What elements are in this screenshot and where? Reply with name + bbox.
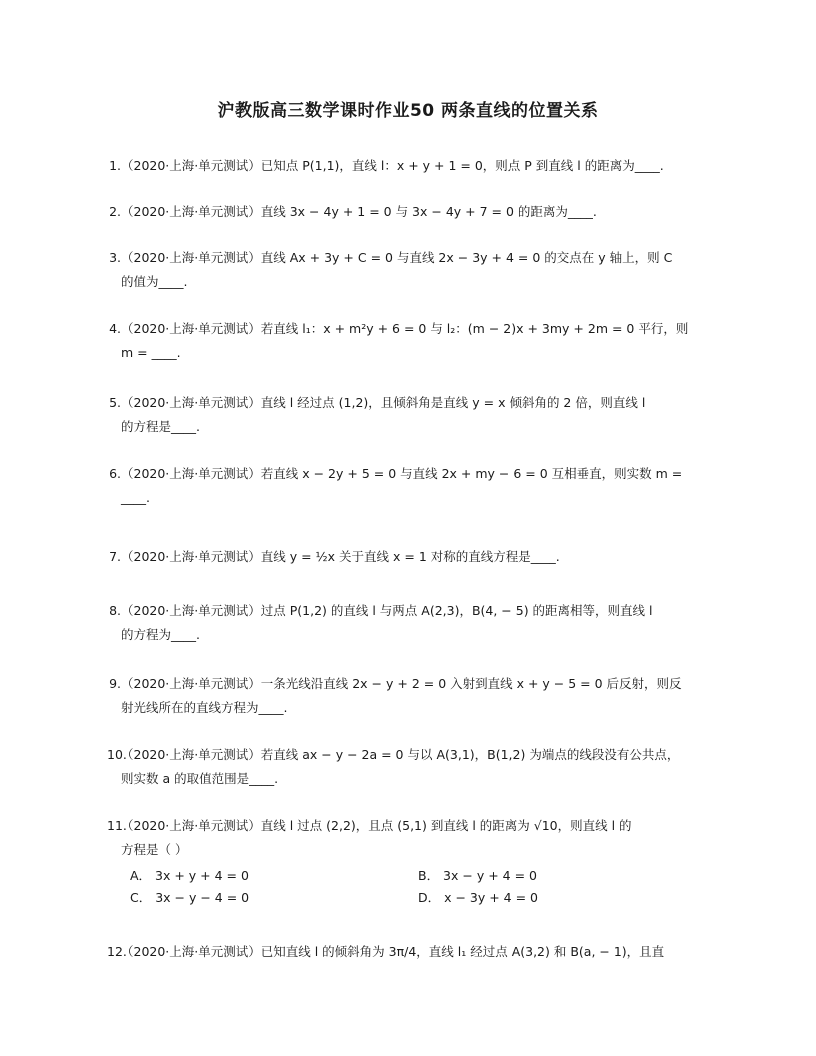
question-number: 9.: [109, 676, 121, 691]
question-2: [111, 200, 726, 224]
page-title: 沪教版高三数学课时作业50 两条直线的位置关系: [217, 101, 599, 121]
option-c: C． 3x − y − 4 = 0: [130, 890, 250, 905]
question-text: （2020·上海·单元测试）直线 y = ½x 关于直线 x = 1 对称的直线方程是____.: [121, 549, 560, 564]
question-number: 3.: [109, 250, 121, 265]
question-8: [111, 599, 726, 647]
option-b: B． 3x − y + 4 = 0: [418, 868, 537, 883]
question-1: [111, 154, 726, 178]
option-a: A． 3x + y + 4 = 0: [130, 868, 249, 883]
question-number: 4.: [109, 321, 121, 336]
question-text-continued: 的值为____.: [121, 274, 188, 289]
question-text: （2020·上海·单元测试）直线 3x − 4y + 1 = 0 与 3x − 4y + 7 = 0 的距离为____.: [121, 204, 597, 219]
question-text: （2020·上海·单元测试）直线 l 过点 (2,2)，且点 (5,1) 到直线 l 的距离为 √10，则直线 l 的: [121, 818, 632, 833]
question-6: [111, 462, 726, 510]
question-text: （2020·上海·单元测试）若直线 ax − y − 2a = 0 与以 A(3,1)，B(1,2) 为端点的线段没有公共点，: [121, 747, 680, 762]
question-text: （2020·上海·单元测试）若直线 l₁：x + m²y + 6 = 0 与 l₂：(m − 2)x + 3my + 2m = 0 平行，则: [121, 321, 689, 336]
question-number: 2.: [109, 204, 121, 219]
question-9: [111, 672, 726, 720]
question-text: （2020·上海·单元测试）一条光线沿直线 2x − y + 2 = 0 入射到直线 x + y − 5 = 0 后反射，则反: [121, 676, 682, 691]
question-4: [111, 317, 726, 365]
question-10: [107, 743, 726, 791]
question-text-continued: 的方程是____.: [121, 419, 200, 434]
question-7: [111, 545, 726, 569]
question-12: [107, 940, 726, 964]
question-number: 5.: [109, 395, 121, 410]
question-text-continued: 方程是（ ）: [121, 842, 188, 857]
question-number: 8.: [109, 603, 121, 618]
question-text: （2020·上海·单元测试）过点 P(1,2) 的直线 l 与两点 A(2,3)，B(4, − 5) 的距离相等，则直线 l: [121, 603, 653, 618]
question-text-continued: 则实数 a 的取值范围是____.: [121, 771, 279, 786]
question-11: [107, 814, 726, 862]
question-text-continued: m = ____.: [121, 345, 181, 360]
question-number: 10.: [107, 747, 127, 762]
question-5: [111, 391, 726, 439]
question-text: （2020·上海·单元测试）直线 l 经过点 (1,2)，且倾斜角是直线 y = x 倾斜角的 2 倍，则直线 l: [121, 395, 646, 410]
question-text-continued: ____.: [121, 490, 150, 505]
question-text: （2020·上海·单元测试）已知直线 l 的倾斜角为 3π/4，直线 l₁ 经过点 A(3,2) 和 B(a, − 1)，且直: [121, 944, 665, 959]
question-number: 12.: [107, 944, 127, 959]
option-d: D． x − 3y + 4 = 0: [418, 890, 539, 905]
question-text: （2020·上海·单元测试）若直线 x − 2y + 5 = 0 与直线 2x + my − 6 = 0 互相垂直，则实数 m =: [121, 466, 683, 481]
question-number: 7.: [109, 549, 121, 564]
question-3: [111, 246, 726, 294]
question-number: 6.: [109, 466, 121, 481]
question-number: 1.: [109, 158, 121, 173]
question-text: （2020·上海·单元测试）已知点 P(1,1)，直线 l：x + y + 1 = 0，则点 P 到直线 l 的距离为____.: [121, 158, 664, 173]
question-text-continued: 射光线所在的直线方程为____.: [121, 700, 288, 715]
question-text-continued: 的方程为____.: [121, 627, 200, 642]
question-text: （2020·上海·单元测试）直线 Ax + 3y + C = 0 与直线 2x − 3y + 4 = 0 的交点在 y 轴上，则 C: [121, 250, 673, 265]
question-number: 11.: [107, 818, 127, 833]
